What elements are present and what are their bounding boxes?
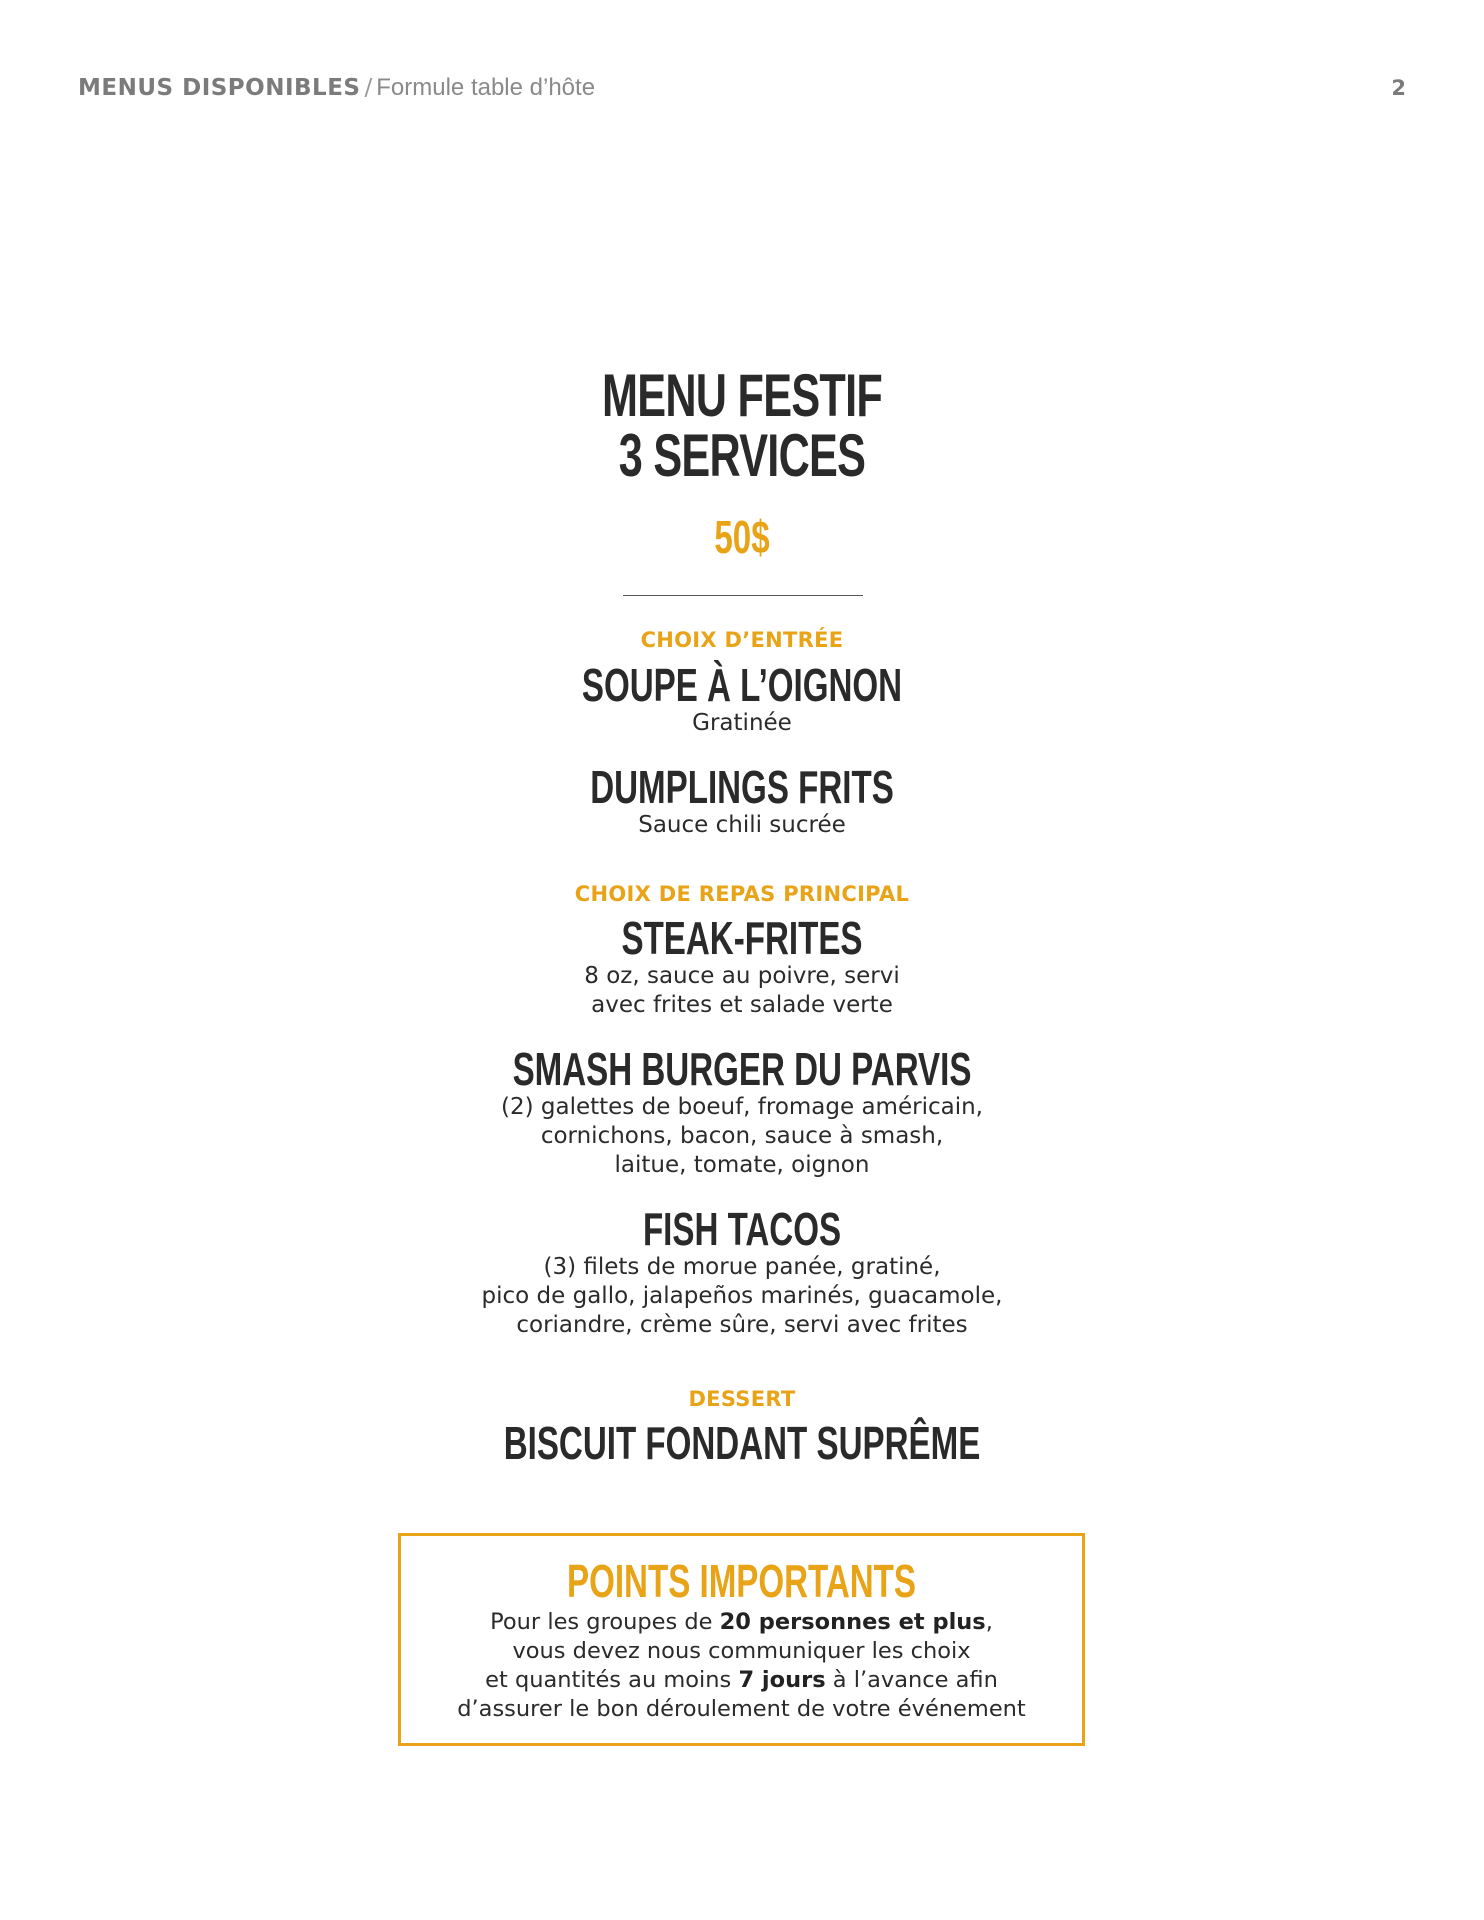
breadcrumb-subsection: Formule table d’hôte (376, 74, 596, 101)
breadcrumb (78, 74, 595, 102)
notes-text-span: et quantités au moins (485, 1667, 739, 1693)
dish-desc-line: coriandre, crème sûre, servi avec frites (516, 1312, 968, 1338)
notes-text-span: à l’avance afin (825, 1667, 998, 1693)
dish-desc-line: (3) filets de morue panée, gratiné, (543, 1254, 941, 1280)
notes-emphasis: 20 personnes et plus (719, 1609, 986, 1635)
notes-line: vous devez nous communiquer les choix (512, 1638, 971, 1664)
breadcrumb-section: MENUS DISPONIBLES (78, 75, 361, 101)
notes-text-span: , (985, 1609, 993, 1635)
dish-desc-dumplings (0, 811, 1484, 840)
dish-desc-burger (0, 1093, 1484, 1180)
dish-desc-line: 8 oz, sauce au poivre, servi (584, 963, 900, 989)
divider (623, 595, 863, 596)
dish-desc-line: Gratinée (692, 710, 792, 736)
page-header (78, 74, 1406, 104)
menu-title-line2: 3 SERVICES (618, 422, 866, 489)
menu-price: 50$ (714, 511, 770, 563)
section-label-entree: CHOIX D’ENTRÉE (640, 628, 844, 652)
dish-name-steak: STEAK-FRITES (621, 912, 863, 964)
dish-desc-line: cornichons, bacon, sauce à smash, (540, 1123, 944, 1149)
breadcrumb-separator: / (364, 75, 373, 101)
notes-line (401, 1666, 1082, 1695)
dish-desc-line: (2) galettes de boeuf, fromage américain, (501, 1094, 983, 1120)
dish-name-tacos: FISH TACOS (642, 1203, 842, 1255)
notes-text-span: Pour les groupes de (490, 1609, 720, 1635)
dish-desc-line: pico de gallo, jalapeños marinés, guacamole, (481, 1283, 1003, 1309)
dish-desc-line: laitue, tomate, oignon (614, 1152, 870, 1178)
dish-name-biscuit: BISCUIT FONDANT SUPRÊME (503, 1417, 981, 1469)
dish-name-dumplings: DUMPLINGS FRITS (590, 761, 894, 813)
menu-title-line1: MENU FESTIF (601, 362, 883, 429)
dish-desc-soupe (0, 709, 1484, 738)
notes-line: d’assurer le bon déroulement de votre événement (457, 1696, 1026, 1722)
dish-name-soupe: SOUPE À L’OIGNON (581, 659, 903, 711)
menu-title (208, 362, 1276, 489)
dish-desc-line: avec frites et salade verte (591, 992, 893, 1018)
notes-line (401, 1608, 1082, 1637)
important-notes-box (398, 1533, 1085, 1746)
section-label-principal: CHOIX DE REPAS PRINCIPAL (574, 882, 910, 906)
section-label-dessert: DESSERT (688, 1387, 796, 1411)
notes-title: POINTS IMPORTANTS (567, 1555, 916, 1607)
dish-desc-line: Sauce chili sucrée (638, 812, 846, 838)
notes-emphasis: 7 jours (738, 1667, 826, 1693)
page-number: 2 (1391, 76, 1406, 100)
dish-name-burger: SMASH BURGER DU PARVIS (512, 1043, 972, 1095)
dish-desc-steak (0, 962, 1484, 1020)
notes-text (401, 1608, 1082, 1724)
dish-desc-tacos (0, 1253, 1484, 1340)
